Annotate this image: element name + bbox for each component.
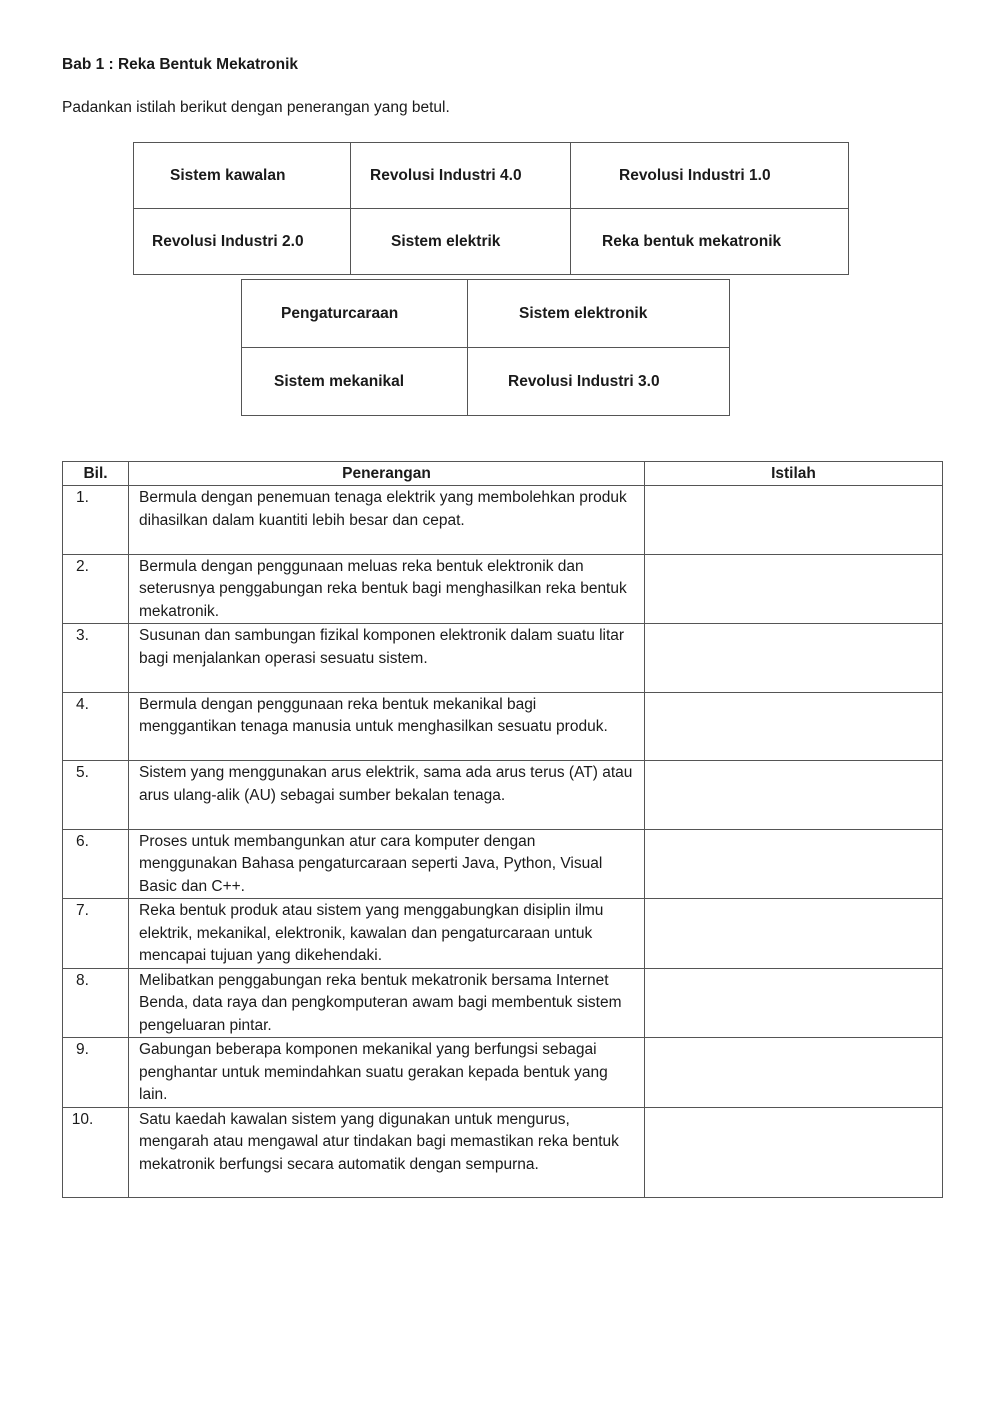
header-penerangan: Penerangan (129, 462, 645, 486)
term-card[interactable]: Pengaturcaraan (242, 280, 468, 348)
table-row (63, 829, 943, 899)
term-row (134, 209, 849, 275)
answer-drop-cell[interactable] (645, 761, 943, 830)
instruction-text: Padankan istilah berikut dengan penerangan yang betul. (62, 99, 450, 116)
table-row (63, 968, 943, 1038)
term-card[interactable]: Revolusi Industri 4.0 (351, 143, 571, 209)
answer-drop-cell[interactable] (645, 968, 943, 1038)
header-istilah: Istilah (645, 462, 943, 486)
answer-drop-cell[interactable] (645, 1107, 943, 1197)
term-card[interactable]: Sistem elektrik (351, 209, 571, 275)
answer-drop-cell[interactable] (645, 692, 943, 761)
row-number: 9. (63, 1038, 129, 1108)
answer-drop-cell[interactable] (645, 829, 943, 899)
row-number: 7. (63, 899, 129, 969)
table-row (63, 1107, 943, 1197)
term-card[interactable]: Sistem elektronik (468, 280, 730, 348)
term-card[interactable]: Sistem kawalan (134, 143, 351, 209)
row-description: Susunan dan sambungan fizikal komponen elektronik dalam suatu litar bagi menjalankan operasi sesuatu sistem. (129, 624, 645, 693)
row-number: 3. (63, 624, 129, 693)
term-row (242, 348, 730, 416)
row-description: Satu kaedah kawalan sistem yang digunakan untuk mengurus, mengarah atau mengawal atur tindakan bagi memastikan reka bentuk mekatronik berfungsi secara automatik dengan sempurna. (129, 1107, 645, 1197)
page-title: Bab 1 : Reka Bentuk Mekatronik (62, 56, 299, 73)
row-number: 8. (63, 968, 129, 1038)
row-description: Bermula dengan penggunaan meluas reka bentuk elektronik dan seterusnya penggabungan reka bentuk bagi menghasilkan reka bentuk mekatronik. (129, 554, 645, 624)
row-number: 6. (63, 829, 129, 899)
table-header-row (63, 462, 943, 486)
table-row (63, 761, 943, 830)
row-description: Bermula dengan penemuan tenaga elektrik yang membolehkan produk dihasilkan dalam kuantiti lebih besar dan cepat. (129, 486, 645, 555)
answer-drop-cell[interactable] (645, 554, 943, 624)
row-description: Gabungan beberapa komponen mekanikal yang berfungsi sebagai penghantar untuk memindahkan suatu gerakan kepada bentuk yang lain. (129, 1038, 645, 1108)
row-number: 10. (63, 1107, 129, 1197)
row-number: 4. (63, 692, 129, 761)
row-number: 1. (63, 486, 129, 555)
term-card[interactable]: Sistem mekanikal (242, 348, 468, 416)
table-row (63, 554, 943, 624)
matching-table (62, 461, 943, 1198)
table-row (63, 624, 943, 693)
table-row (63, 692, 943, 761)
term-card[interactable]: Reka bentuk mekatronik (571, 209, 849, 275)
term-card[interactable]: Revolusi Industri 2.0 (134, 209, 351, 275)
row-description: Melibatkan penggabungan reka bentuk mekatronik bersama Internet Benda, data raya dan pengkomputeran awam bagi membentuk sistem pengeluaran pintar. (129, 968, 645, 1038)
term-row (242, 280, 730, 348)
header-bil: Bil. (63, 462, 129, 486)
term-bank-top (133, 142, 849, 275)
row-description: Sistem yang menggunakan arus elektrik, sama ada arus terus (AT) atau arus ulang-alik (AU) sebagai sumber bekalan tenaga. (129, 761, 645, 830)
row-description: Proses untuk membangunkan atur cara komputer dengan menggunakan Bahasa pengaturcaraan seperti Java, Python, Visual Basic dan C++. (129, 829, 645, 899)
table-row (63, 486, 943, 555)
answer-drop-cell[interactable] (645, 624, 943, 693)
term-card[interactable]: Revolusi Industri 3.0 (468, 348, 730, 416)
row-description: Bermula dengan penggunaan reka bentuk mekanikal bagi menggantikan tenaga manusia untuk menghasilkan sesuatu produk. (129, 692, 645, 761)
row-description: Reka bentuk produk atau sistem yang menggabungkan disiplin ilmu elektrik, mekanikal, elektronik, kawalan dan pengaturcaraan untuk mencapai tujuan yang dikehendaki. (129, 899, 645, 969)
table-row (63, 1038, 943, 1108)
term-row (134, 143, 849, 209)
answer-drop-cell[interactable] (645, 486, 943, 555)
term-bank-bottom (241, 279, 730, 416)
table-row (63, 899, 943, 969)
answer-drop-cell[interactable] (645, 1038, 943, 1108)
term-card[interactable]: Revolusi Industri 1.0 (571, 143, 849, 209)
row-number: 2. (63, 554, 129, 624)
answer-drop-cell[interactable] (645, 899, 943, 969)
row-number: 5. (63, 761, 129, 830)
